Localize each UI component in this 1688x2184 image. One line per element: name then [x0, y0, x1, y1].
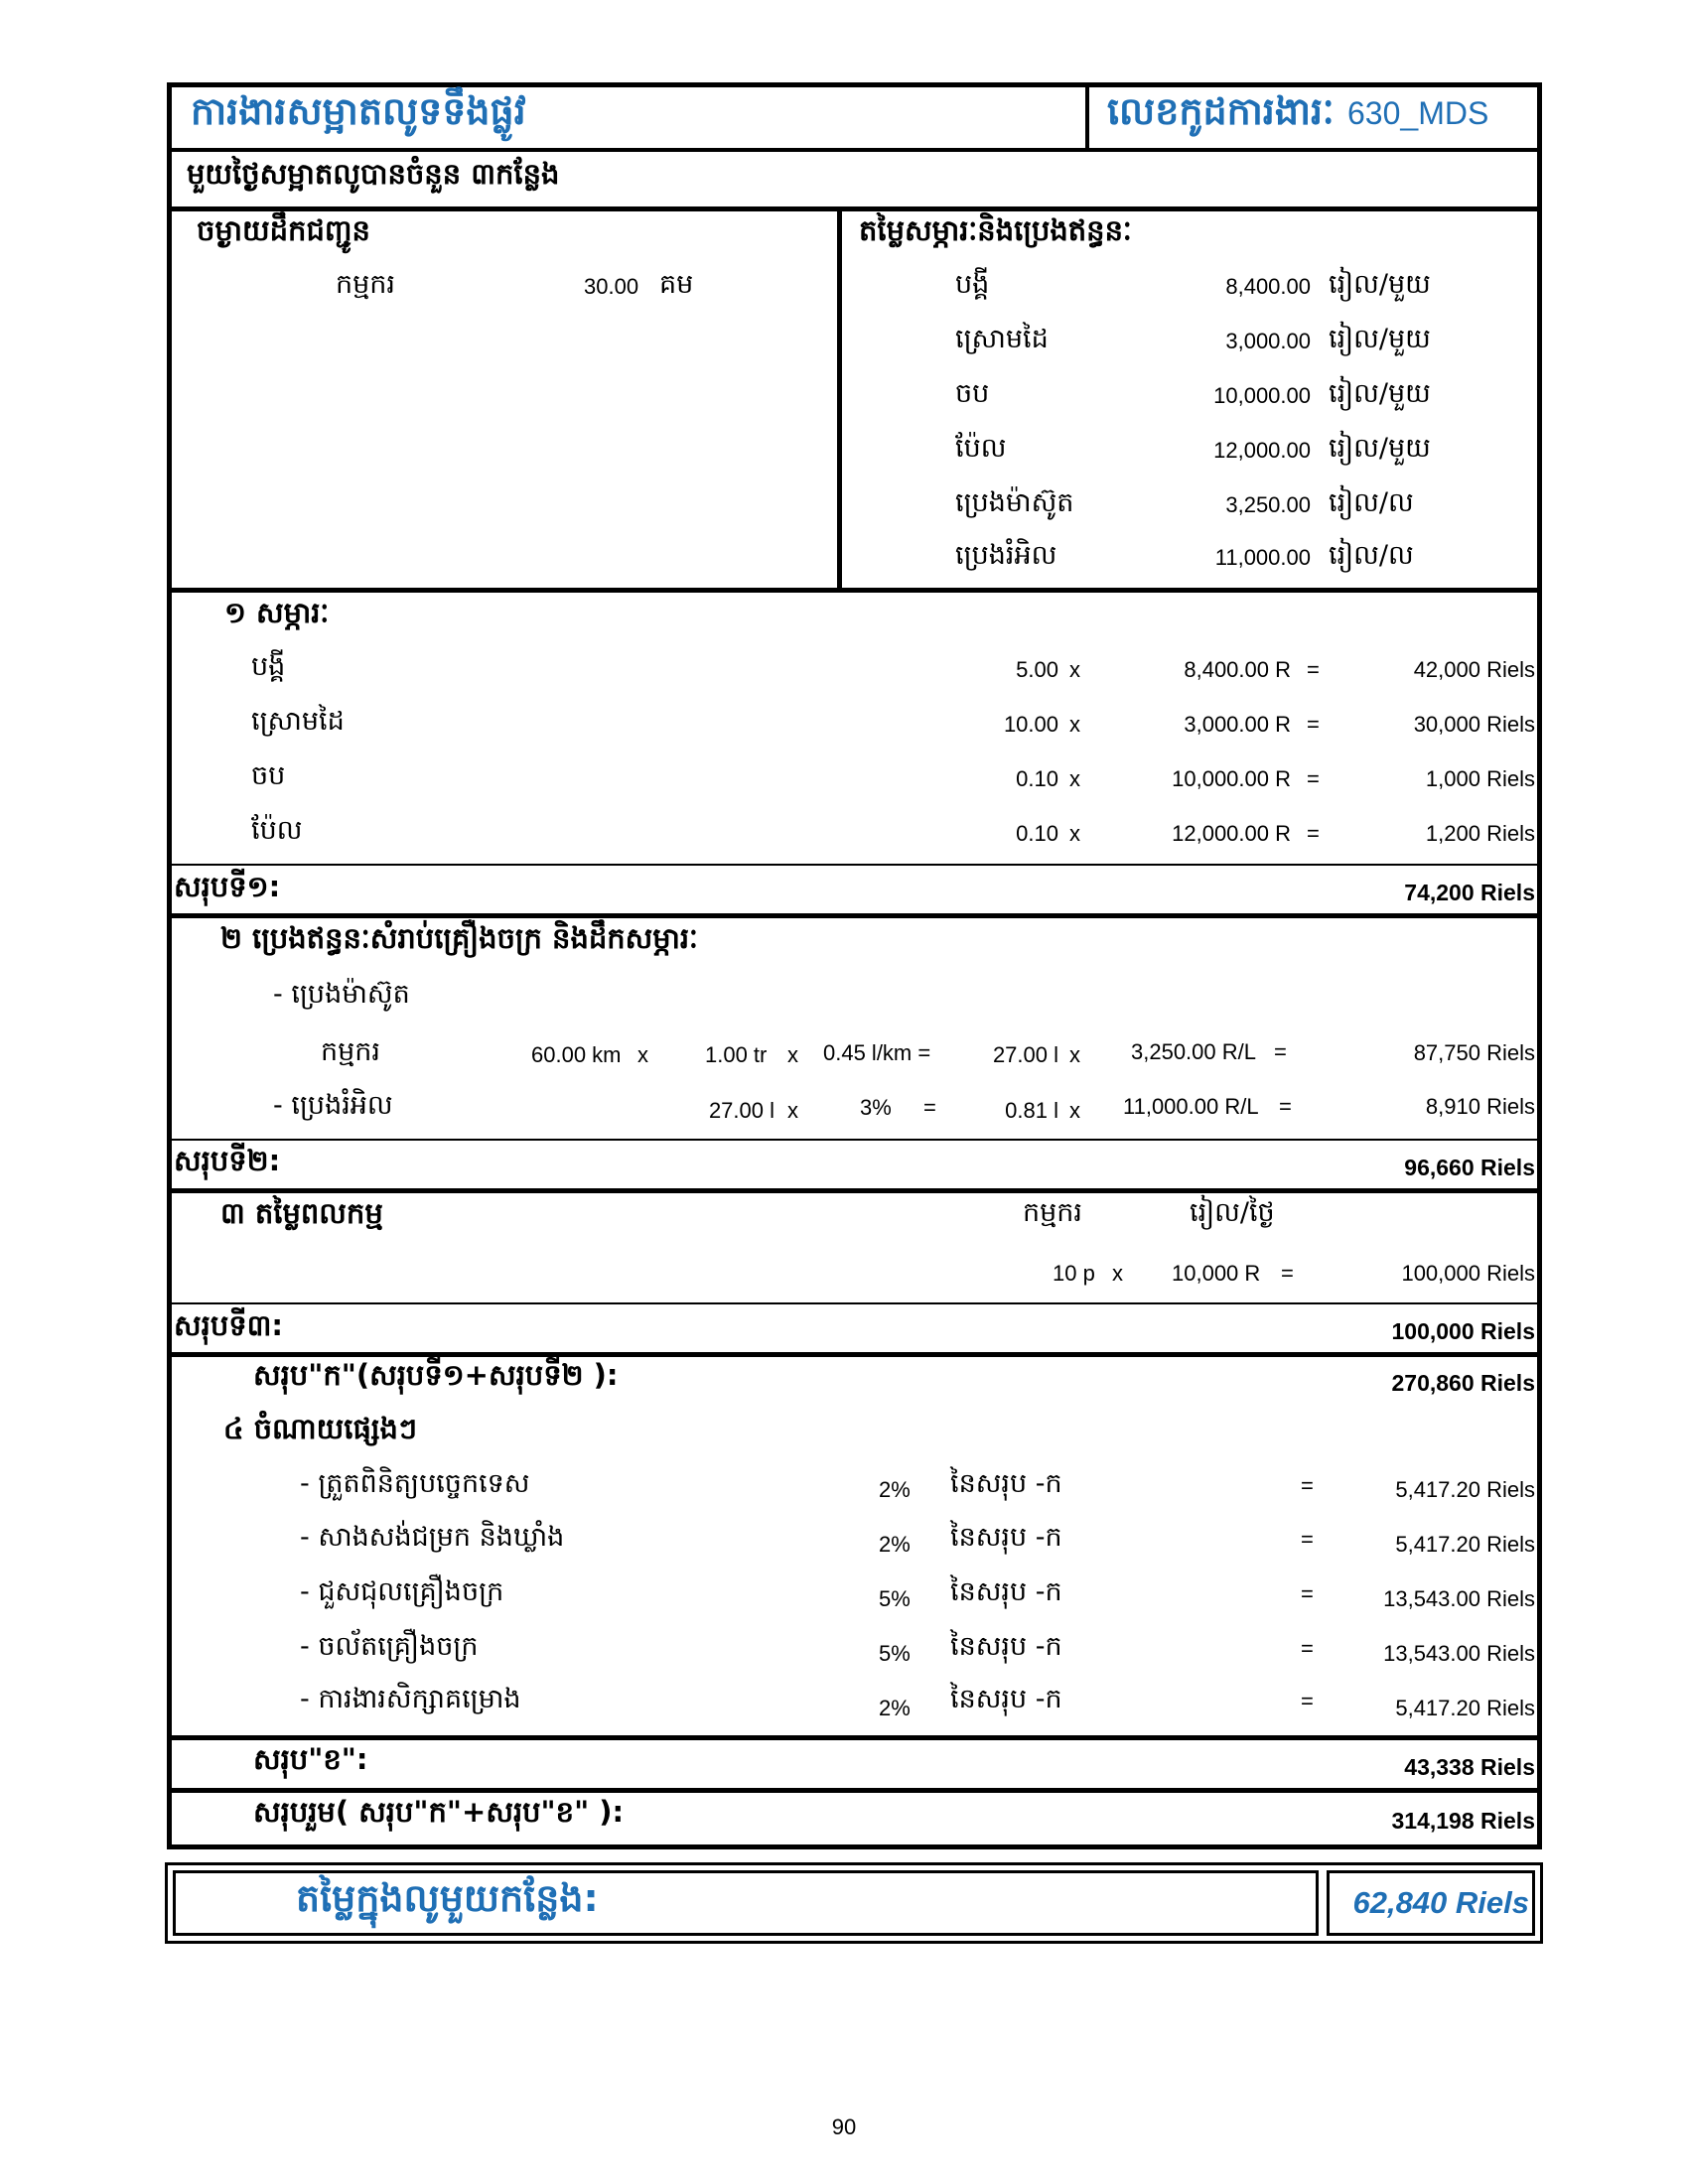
equals-sign: =: [1301, 1473, 1314, 1498]
material-total: 1,200 Riels: [1425, 821, 1535, 846]
diesel-rate: 0.45 l/km =: [823, 1040, 931, 1065]
price-value: 11,000.00: [1214, 545, 1311, 570]
divider: [169, 206, 1539, 211]
oil-price: 11,000.00 R/L: [1123, 1094, 1259, 1119]
transport-heading: ចម្ងាយដឹកជញ្ជូន: [197, 213, 370, 247]
times-sign: x: [1112, 1261, 1123, 1286]
times-sign: x: [1069, 766, 1080, 791]
material-total: 1,000 Riels: [1425, 766, 1535, 791]
other-cost-base: នៃសរុប -ក: [950, 1631, 1062, 1662]
code-value: 630_MDS: [1347, 95, 1489, 131]
material-name: ប៉ែល: [251, 815, 303, 846]
equals-sign: =: [1301, 1636, 1314, 1661]
final-value: 62,840 Riels: [1352, 1885, 1529, 1920]
equals-sign: =: [1281, 1261, 1294, 1286]
price-unit: រៀល/ល: [1329, 487, 1414, 518]
code-label: លេខកូដការងារៈ: [1107, 89, 1335, 133]
subtotal1-value: 74,200 Riels: [1404, 880, 1535, 905]
price-name: បង្គី: [955, 269, 990, 300]
other-cost-percent: 5%: [879, 1586, 911, 1611]
labor-rate: 10,000 R: [1172, 1261, 1261, 1286]
material-name: ស្រោមដៃ: [251, 706, 345, 737]
price-unit: រៀល/មួយ: [1329, 324, 1431, 354]
section2-heading: ២ ប្រេងឥន្ធនៈសំរាប់គ្រឿងចក្រ និងដឹកសម្ភារៈ: [220, 921, 698, 955]
labor-count: 10 p: [1053, 1261, 1095, 1286]
oil-label: - ប្រេងរំអិល: [273, 1090, 393, 1121]
equals-sign: =: [1307, 766, 1320, 791]
times-sign: x: [1069, 821, 1080, 846]
other-cost-total: 13,543.00 Riels: [1383, 1586, 1535, 1611]
divider: [169, 1788, 1539, 1793]
diesel-total: 87,750 Riels: [1413, 1040, 1535, 1065]
equals-sign: =: [1274, 1039, 1287, 1064]
material-price: 12,000.00 R: [1172, 821, 1291, 846]
material-price: 8,400.00 R: [1184, 657, 1291, 682]
sum-a-value: 270,860 Riels: [1391, 1370, 1535, 1396]
subtitle: មួយថ្ងៃសម្អាតលូបានចំនួន ៣កន្លែង: [187, 157, 560, 191]
times-sign: x: [787, 1098, 798, 1123]
equals-sign: =: [923, 1095, 936, 1120]
other-cost-name: - សាងសង់ជម្រក និងឃ្លាំង: [300, 1522, 565, 1553]
other-cost-base: នៃសរុប -ក: [950, 1468, 1062, 1499]
equals-sign: =: [1301, 1581, 1314, 1606]
other-cost-base: នៃសរុប -ក: [950, 1522, 1062, 1553]
price-value: 8,400.00: [1225, 274, 1311, 299]
diesel-price: 3,250.00 R/L: [1131, 1039, 1256, 1064]
price-value: 3,000.00: [1225, 329, 1311, 353]
price-name: ប្រេងរំអិល: [955, 540, 1057, 571]
other-cost-percent: 2%: [879, 1696, 911, 1720]
grand-total-label: សរុបរួម( សរុប"ក"+សរុប"ខ" ):: [253, 1795, 625, 1829]
final-label: តម្លៃក្នុងលូមួយកន្លែង:: [296, 1876, 599, 1920]
price-unit: រៀល/ល: [1329, 540, 1414, 571]
other-cost-total: 13,543.00 Riels: [1383, 1641, 1535, 1666]
labor-total: 100,000 Riels: [1401, 1261, 1535, 1286]
material-price: 10,000.00 R: [1172, 766, 1291, 791]
material-total: 42,000 Riels: [1413, 657, 1535, 682]
price-value: 12,000.00: [1213, 438, 1311, 463]
sum-a-label: សរុប"ក"(សរុបទី១+សរុបទី២ ):: [253, 1358, 619, 1392]
section4-heading: ៤ ចំណាយផ្សេងៗ: [223, 1412, 418, 1445]
other-cost-base: នៃសរុប -ក: [950, 1576, 1062, 1607]
material-name: ចប: [251, 760, 286, 791]
subtotal2-label: សរុបទី២:: [174, 1144, 281, 1177]
price-unit: រៀល/មួយ: [1329, 378, 1431, 409]
material-name: បង្គី: [251, 651, 286, 682]
times-sign: x: [1069, 1042, 1080, 1067]
price-unit: រៀល/មួយ: [1329, 269, 1431, 300]
transport-worker-value: 30.00: [584, 274, 639, 299]
material-price: 3,000.00 R: [1184, 712, 1291, 737]
labor-worker-header: កម្មករ: [1023, 1197, 1082, 1228]
oil-liters: 27.00 l: [708, 1098, 774, 1123]
diesel-label: - ប្រេងម៉ាស៊ូត: [273, 979, 410, 1010]
equals-sign: =: [1307, 657, 1320, 682]
divider: [169, 1188, 1539, 1193]
divider: [169, 1139, 1539, 1141]
price-name: ស្រោមដៃ: [955, 324, 1049, 354]
labor-rate-header: រៀល/ថ្ងៃ: [1190, 1197, 1275, 1228]
divider: [169, 148, 1539, 152]
equals-sign: =: [1279, 1094, 1292, 1119]
price-name: ប្រេងម៉ាស៊ូត: [955, 487, 1074, 518]
section1-heading: ១ សម្ភារៈ: [224, 596, 330, 629]
material-total: 30,000 Riels: [1413, 712, 1535, 737]
prices-divider: [837, 208, 842, 589]
transport-worker-unit: គម: [659, 269, 694, 300]
page-number: 90: [831, 2115, 857, 2139]
equals-sign: =: [1301, 1527, 1314, 1552]
other-cost-percent: 2%: [879, 1532, 911, 1557]
subtotal2-value: 96,660 Riels: [1404, 1155, 1535, 1180]
divider: [169, 913, 1539, 918]
other-cost-name: - ការងារសិក្សាគម្រោង: [300, 1684, 521, 1714]
oil-percent: 3%: [860, 1095, 892, 1120]
prices-heading: តម្លៃសម្ភារៈនិងប្រេងឥន្ធនៈ: [859, 213, 1132, 247]
material-qty: 10.00: [1003, 712, 1058, 737]
other-cost-percent: 2%: [879, 1477, 911, 1502]
price-name: ប៉ែល: [955, 433, 1007, 464]
price-unit: រៀល/មួយ: [1329, 433, 1431, 464]
other-cost-percent: 5%: [879, 1641, 911, 1666]
sum-b-value: 43,338 Riels: [1404, 1754, 1535, 1780]
divider: [169, 588, 1539, 593]
other-cost-total: 5,417.20 Riels: [1395, 1696, 1535, 1720]
price-value: 3,250.00: [1225, 492, 1311, 517]
diesel-trips: 1.00 tr: [705, 1042, 768, 1067]
times-sign: x: [1069, 1098, 1080, 1123]
divider: [169, 1352, 1539, 1357]
divider: [169, 1302, 1539, 1304]
times-sign: x: [1069, 712, 1080, 737]
header-divider: [1085, 85, 1089, 149]
equals-sign: =: [1307, 712, 1320, 737]
material-qty: 0.10: [1016, 821, 1058, 846]
other-cost-total: 5,417.20 Riels: [1395, 1532, 1535, 1557]
oil-total: 8,910 Riels: [1425, 1094, 1535, 1119]
diesel-worker-label: កម្មករ: [321, 1036, 380, 1067]
times-sign: x: [1069, 657, 1080, 682]
material-qty: 0.10: [1016, 766, 1058, 791]
subtotal1-label: សរុបទី១:: [174, 870, 281, 903]
transport-worker-label: កម្មករ: [336, 269, 395, 300]
times-sign: x: [637, 1042, 648, 1067]
oil-result: 0.81 l: [1005, 1098, 1058, 1123]
subtotal3-label: សរុបទី៣:: [174, 1308, 284, 1342]
other-cost-name: - ជួសជុលគ្រឿងចក្រ: [300, 1576, 504, 1607]
other-cost-name: - ចល័តគ្រឿងចក្រ: [300, 1631, 479, 1662]
page-title: ការងារសម្អាតលូទទឹងផ្លូវ: [191, 89, 526, 133]
price-name: ចប: [955, 378, 990, 409]
equals-sign: =: [1307, 821, 1320, 846]
grand-total-value: 314,198 Riels: [1391, 1808, 1535, 1834]
section3-heading: ៣ តម្លៃពលកម្ម: [220, 1196, 383, 1230]
material-qty: 5.00: [1016, 657, 1058, 682]
diesel-liters: 27.00 l: [992, 1042, 1058, 1067]
price-value: 10,000.00: [1213, 383, 1311, 408]
times-sign: x: [787, 1042, 798, 1067]
subtotal3-value: 100,000 Riels: [1391, 1318, 1535, 1344]
other-cost-name: - ត្រួតពិនិត្យបច្ចេកទេស: [300, 1468, 530, 1499]
other-cost-base: នៃសរុប -ក: [950, 1684, 1062, 1714]
sum-b-label: សរុប"ខ":: [253, 1742, 368, 1776]
diesel-km: 60.00 km: [531, 1042, 622, 1067]
equals-sign: =: [1301, 1689, 1314, 1713]
divider: [169, 864, 1539, 866]
divider: [169, 1735, 1539, 1740]
other-cost-total: 5,417.20 Riels: [1395, 1477, 1535, 1502]
